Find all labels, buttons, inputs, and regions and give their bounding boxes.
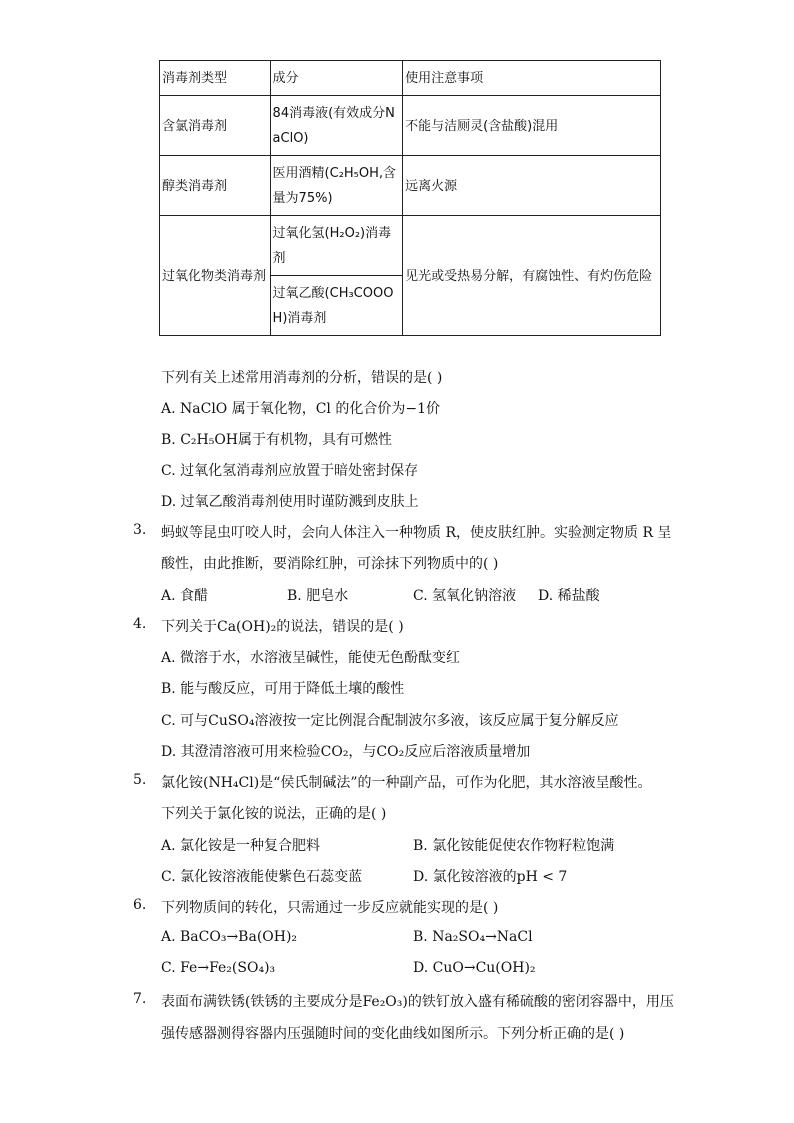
q4-option-d: D. 其澄清溶液可用来检验CO₂，与CO₂反应后溶液质量增加 xyxy=(161,744,531,760)
q5-option-d: D. 氯化铵溶液的pH < 7 xyxy=(413,869,568,885)
cell-composition: 医用酒精(C₂H₅OH,含量为75%) xyxy=(270,156,403,216)
q6-number: 6. xyxy=(133,897,147,913)
cell-type: 醇类消毒剂 xyxy=(160,156,271,216)
q5-stem-line2: 下列关于氯化铵的说法，正确的是( ) xyxy=(161,806,387,822)
q2-option-c: C. 过氧化氢消毒剂应放置于暗处密封保存 xyxy=(161,463,419,479)
q4-option-c: C. 可与CuSO₄溶液按一定比例混合配制波尔多液，该反应属于复分解反应 xyxy=(161,713,619,729)
cell-type: 过氧化物类消毒剂 xyxy=(160,216,271,336)
cell-type: 含氯消毒剂 xyxy=(160,96,271,156)
cell-note: 远离火源 xyxy=(403,156,661,216)
q2-option-a: A. NaClO 属于氧化物，Cl 的化合价为−1价 xyxy=(161,401,441,417)
table-row xyxy=(160,156,661,216)
header-notes: 使用注意事项 xyxy=(403,61,661,96)
q2-stem: 下列有关上述常用消毒剂的分析，错误的是( ) xyxy=(161,370,443,386)
q6-option-c: C. Fe→Fe₂(SO₄)₃ xyxy=(161,960,276,976)
q3-number: 3. xyxy=(133,522,147,538)
q3-stem-line1: 蚂蚁等昆虫叮咬人时，会向人体注入一种物质 R，使皮肤红肿。实验测定物质 R 呈 xyxy=(161,525,672,541)
q7-number: 7. xyxy=(133,991,147,1007)
q5-option-a: A. 氯化铵是一种复合肥料 xyxy=(161,838,321,854)
q3-stem-line2: 酸性，由此推断，要消除红肿，可涂抹下列物质中的( ) xyxy=(161,556,499,572)
q5-number: 5. xyxy=(133,772,147,788)
q7-stem-line2: 强传感器测得容器内压强随时间的变化曲线如图所示。下列分析正确的是( ) xyxy=(161,1026,625,1042)
q6-option-a: A. BaCO₃→Ba(OH)₂ xyxy=(161,929,298,945)
q5-option-b: B. 氯化铵能促使农作物籽粒饱满 xyxy=(413,838,615,854)
q4-option-b: B. 能与酸反应，可用于降低土壤的酸性 xyxy=(161,681,405,697)
table-header-row xyxy=(160,61,661,96)
disinfectant-table xyxy=(159,60,661,336)
q2-option-d: D. 过氧乙酸消毒剂使用时谨防溅到皮肤上 xyxy=(161,494,419,510)
cell-composition: 84消毒液(有效成分NaClO) xyxy=(270,96,403,156)
header-composition: 成分 xyxy=(270,61,403,96)
q5-stem-line1: 氯化铵(NH₄Cl)是“侯氏制碱法”的一种副产品，可作为化肥，其水溶液呈酸性。 xyxy=(161,775,652,791)
q6-option-d: D. CuO→Cu(OH)₂ xyxy=(413,960,536,976)
q4-number: 4. xyxy=(133,616,147,632)
q3-option-b: B. 肥皂水 xyxy=(287,588,349,604)
cell-composition: 过氧化氢(H₂O₂)消毒剂 xyxy=(270,216,403,276)
cell-note: 不能与洁厕灵(含盐酸)混用 xyxy=(403,96,661,156)
q3-option-c: C. 氢氧化钠溶液 xyxy=(413,588,517,604)
header-type: 消毒剂类型 xyxy=(160,61,271,96)
table-row xyxy=(160,96,661,156)
q7-stem-line1: 表面布满铁锈(铁锈的主要成分是Fe₂O₃)的铁钉放入盛有稀硫酸的密闭容器中，用压 xyxy=(161,994,674,1010)
q2-option-b: B. C₂H₅OH属于有机物，具有可燃性 xyxy=(161,432,393,448)
q6-stem: 下列物质间的转化，只需通过一步反应就能实现的是( ) xyxy=(161,900,499,916)
q4-stem: 下列关于Ca(OH)₂的说法，错误的是( ) xyxy=(161,619,404,635)
cell-note: 见光或受热易分解，有腐蚀性、有灼伤危险 xyxy=(403,216,661,336)
table-row xyxy=(160,216,661,276)
q3-option-d: D. 稀盐酸 xyxy=(538,588,600,604)
q4-option-a: A. 微溶于水，水溶液呈碱性，能使无色酚酞变红 xyxy=(161,650,461,666)
cell-composition: 过氧乙酸(CH₃COOOH)消毒剂 xyxy=(270,276,403,336)
q3-option-a: A. 食醋 xyxy=(161,588,209,604)
q6-option-b: B. Na₂SO₄→NaCl xyxy=(413,929,533,945)
q5-option-c: C. 氯化铵溶液能使紫色石蕊变蓝 xyxy=(161,869,363,885)
